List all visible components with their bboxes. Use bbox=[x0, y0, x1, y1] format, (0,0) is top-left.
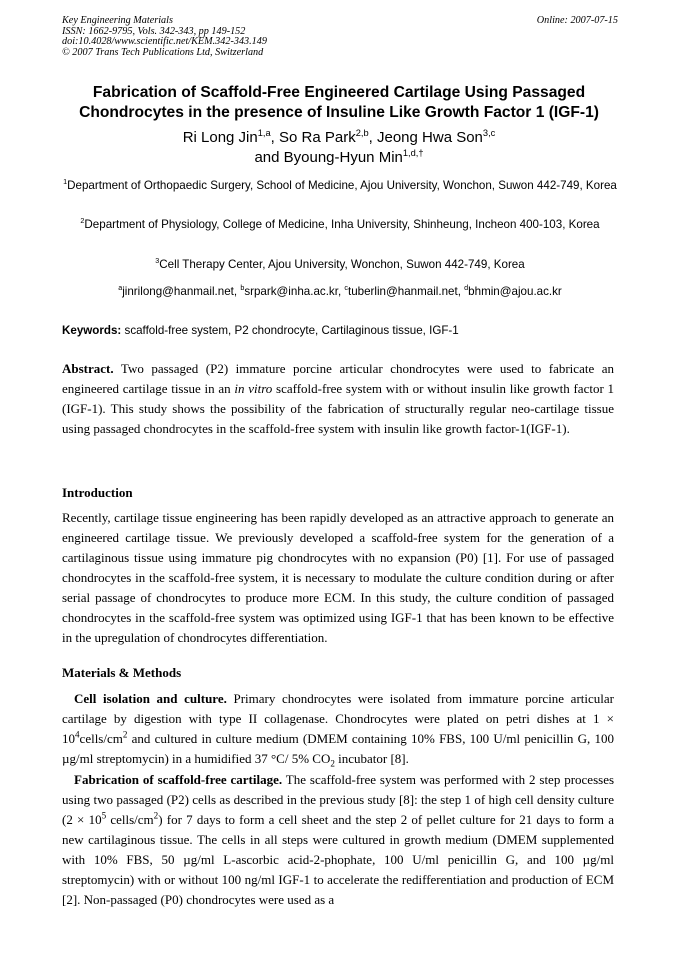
author-emails: $^a$jinrilong@hanmail.net, $^b$srpark@inha.ac.kr, $^c$tuberlin@hanmail.net, $^d$bhmin@ajou.ac.kr bbox=[118, 283, 562, 298]
keywords-label: Keywords: bbox=[62, 324, 122, 337]
fabrication-label: Fabrication of scaffold-free cartilage. bbox=[74, 772, 283, 787]
author-line-2 bbox=[40, 148, 638, 168]
author-name: Ri Long Jin bbox=[182, 129, 258, 146]
email-mark: b bbox=[240, 283, 245, 293]
author-name: So Ra Park bbox=[279, 129, 356, 146]
author-affiliation-mark: 2,b bbox=[355, 128, 369, 138]
journal-header bbox=[62, 16, 618, 58]
cell-sub: 2 bbox=[330, 758, 335, 769]
affiliation-1 bbox=[62, 176, 618, 196]
cell-text-4: incubator [8]. bbox=[338, 751, 409, 766]
author-name: Byoung-Hyun Min bbox=[283, 149, 403, 166]
cell-text-3: and cultured in culture medium (DMEM containing 10% FBS, 100 U/ml penicillin G, 100 µg/ml streptomycin) in a humidified 37 °C/ 5% CO bbox=[62, 731, 615, 766]
keywords-text: scaffold-free system, P2 chondrocyte, Cartilaginous tissue, IGF-1 bbox=[124, 324, 459, 337]
keywords bbox=[62, 321, 618, 341]
email-mark: d bbox=[464, 283, 469, 293]
affiliation-text: Department of Physiology, College of Medicine, Inha University, Shinheung, Incheon 400-103, Korea bbox=[84, 218, 600, 231]
abstract-label: Abstract. bbox=[62, 361, 114, 376]
fab-text-2: cells/cm bbox=[110, 812, 154, 827]
author-conjunction: and bbox=[254, 149, 280, 166]
title-line-1: Fabrication of Scaffold-Free Engineered Cartilage Using Passaged bbox=[92, 84, 586, 101]
title-line-2: Chondrocytes in the presence of Insuline Like Growth Factor 1 (IGF-1) bbox=[79, 104, 599, 121]
affiliation-number: 3 bbox=[155, 256, 160, 266]
cell-isolation-label: Cell isolation and culture. bbox=[74, 691, 227, 706]
online-date: Online: 2007-07-15 bbox=[536, 15, 618, 26]
journal-name: Key Engineering Materials bbox=[62, 15, 173, 26]
fabrication-paragraph bbox=[62, 770, 614, 910]
author-name: Jeong Hwa Son bbox=[377, 129, 483, 146]
abstract-text-1: Two passaged (P2) immature porcine articular chondrocytes were used to fabricate an engineered cartilage tissue in an bbox=[62, 361, 614, 396]
affiliation-text: Cell Therapy Center, Ajou University, Wonchon, Suwon 442-749, Korea bbox=[159, 258, 525, 271]
abstract-text-2: scaffold-free system with or without insulin like growth factor 1 (IGF-1). This study shows the possibility of the fabrication of structurally regular neo-cartilage tissue using passaged chondrocytes in the scaffold-free system with insulin like growth factor-1(IGF-1). bbox=[62, 381, 615, 436]
affiliation-2 bbox=[62, 215, 618, 235]
abstract bbox=[62, 359, 614, 439]
affiliation-number: 1 bbox=[63, 177, 68, 187]
email-mark: a bbox=[118, 283, 123, 293]
email-mark: c bbox=[344, 283, 348, 293]
author-affiliation-mark: 1,a bbox=[257, 128, 271, 138]
fab-sup-2: 2 bbox=[153, 810, 159, 821]
abstract-italic: in vitro bbox=[234, 381, 273, 396]
author-line-1: Ri Long Jin$^{1,a}$, So Ra Park$^{2,b}$, Jeong Hwa Son$^{3,c}$ bbox=[182, 128, 496, 146]
cell-isolation-paragraph bbox=[62, 689, 614, 769]
paper-title bbox=[40, 83, 638, 123]
fab-sup-1: 5 bbox=[101, 810, 107, 821]
affiliation-number: 2 bbox=[80, 216, 85, 226]
affiliation-3 bbox=[62, 255, 618, 275]
affiliation-text: Department of Orthopaedic Surgery, School of Medicine, Ajou University, Wonchon, Suwon 442-749, Korea bbox=[67, 179, 617, 192]
cell-text-2: cells/cm bbox=[79, 731, 123, 746]
introduction-paragraph: Recently, cartilage tissue engineering has been rapidly developed as an attractive approach to generate an engineered cartilage tissue. We previously developed a scaffold-free system for the generation of a cartilaginous tissue using immature pig chondrocytes with no expansion (P0) [1]. For use of passaged chondrocytes in the scaffold-free system, it is necessary to modulate the culture condition during or after serial passage of chondrocytes to produce more ECM. In this study, the culture condition of passaged chondrocytes in the scaffold-free system was optimized using IGF-1 that has been known to be effective in the upregulation of chondrocytes differentiation. bbox=[62, 510, 614, 645]
fab-text-3: ) for 7 days to form a cell sheet and the step 2 of pellet culture for 21 days to form a new cartilaginous tissue. The cells in all steps were cultured in growth medium (DMEM supplemented with 10% FBS, 50 µg/ml L-ascorbic acid-2-phophate, 100 U/ml penicillin G, and 100 µg/ml streptomycin) with or without 100 ng/ml IGF-1 to accelerate the redifferentiation and production of ECM [2]. Non-passaged (P0) chondrocytes were used as a bbox=[62, 812, 614, 907]
email-link[interactable]: bhmin@ajou.ac.kr bbox=[468, 285, 562, 298]
email-link[interactable]: tuberlin@hanmail.net bbox=[347, 285, 458, 298]
email-link[interactable]: srpark@inha.ac.kr bbox=[244, 285, 338, 298]
doi-line: doi:10.4028/www.scientific.net/KEM.342-343.149 bbox=[62, 36, 267, 48]
issn-line: ISSN: 1662-9795, Vols. 342-343, pp 149-152 bbox=[62, 25, 246, 37]
author-affiliation-mark: 1,d,† bbox=[402, 148, 424, 158]
cell-text-1: Primary chondrocytes were isolated from immature porcine articular cartilage by digestion with type II collagenase. Chondrocytes were plated on petri dishes at 1 × 10 bbox=[62, 691, 614, 746]
email-link[interactable]: jinrilong@hanmail.net bbox=[122, 285, 234, 298]
author-list bbox=[40, 128, 638, 168]
copyright-line: © 2007 Trans Tech Publications Ltd, Switzerland bbox=[62, 46, 264, 58]
cell-sup-2: 2 bbox=[122, 729, 128, 740]
author-affiliation-mark: 3,c bbox=[482, 128, 496, 138]
cell-sup-1: 4 bbox=[75, 729, 80, 740]
introduction-heading: Introduction bbox=[62, 485, 133, 500]
fab-text-1: The scaffold-free system was performed with 2 step processes using two passaged (P2) cells as described in the previous study [8]: the step 1 of high cell density culture (2 × 10 bbox=[62, 772, 615, 827]
methods-heading: Materials & Methods bbox=[62, 665, 182, 680]
